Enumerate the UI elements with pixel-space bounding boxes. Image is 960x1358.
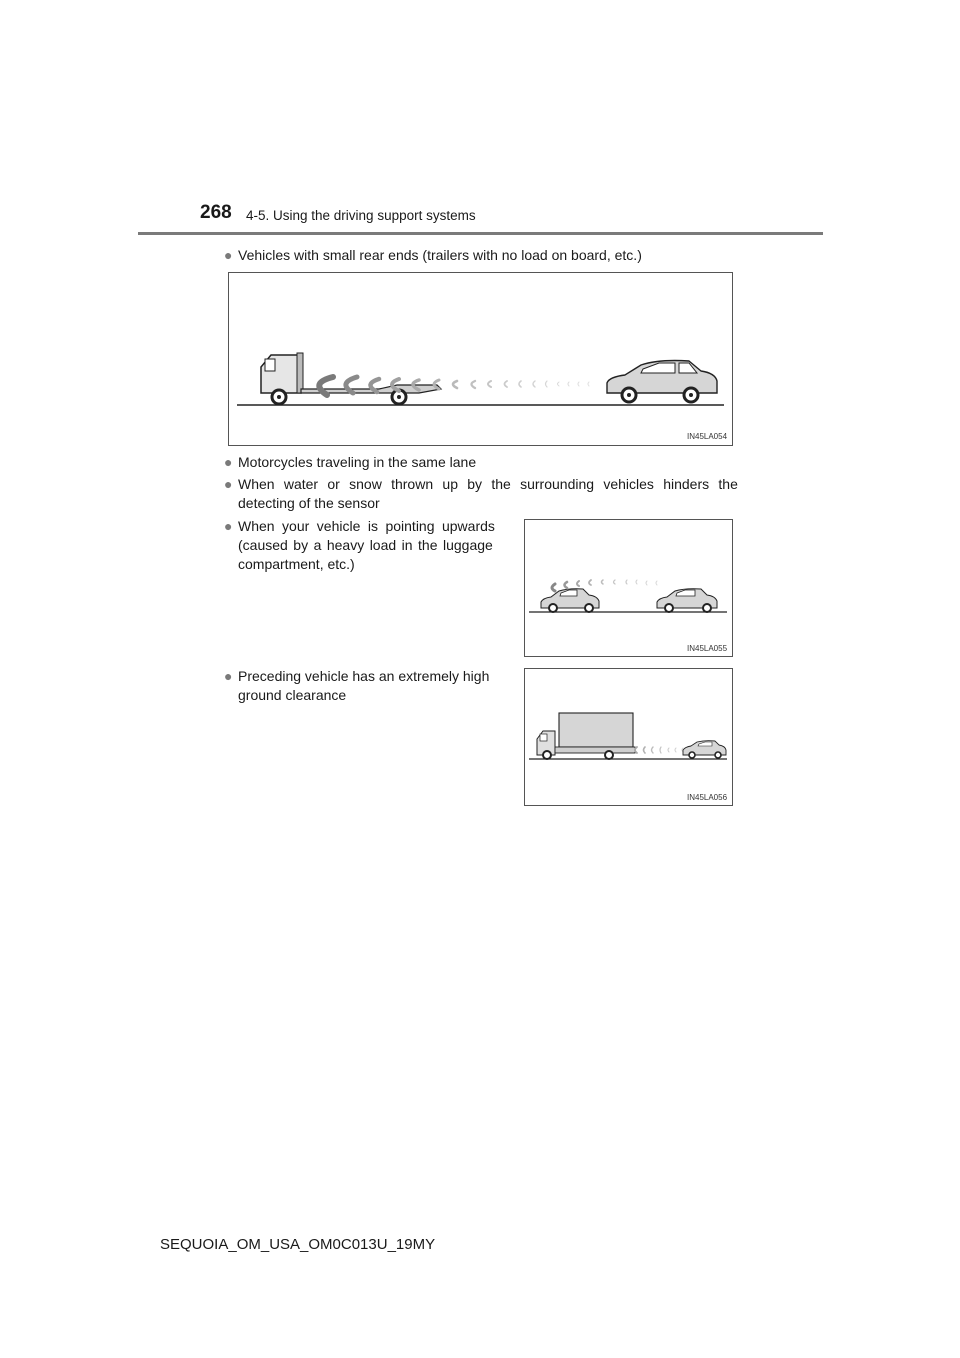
bullet-icon: ●	[224, 476, 233, 492]
bullet-icon: ●	[224, 668, 233, 684]
bullet-text-line2: ground clearance	[238, 687, 347, 703]
bullet-high-ground-clearance	[224, 667, 520, 707]
page-number: 268	[200, 202, 232, 223]
footer-document-code: SEQUOIA_OM_USA_OM0C013U_19MY	[160, 1236, 436, 1253]
trailer-scene-graphic	[229, 273, 732, 445]
figure-code: IN45LA054	[687, 432, 728, 441]
figure-code: IN45LA056	[687, 793, 728, 802]
bullet-water-snow	[224, 475, 750, 515]
bullet-icon: ●	[224, 518, 233, 534]
bullet-text: Vehicles with small rear ends (trailers with no load on board, etc.)	[238, 247, 642, 263]
bullet-text-line2: detecting of the sensor	[238, 495, 380, 511]
bullet-pointing-upwards	[224, 517, 520, 577]
figure-code: IN45LA055	[687, 644, 728, 653]
bullet-small-rear-ends	[224, 246, 744, 266]
bullet-icon: ●	[224, 247, 233, 263]
figure-trailer-illustration	[228, 272, 733, 446]
high-clearance-scene-graphic	[525, 669, 732, 805]
figure-pointing-upwards-illustration	[524, 519, 733, 657]
bullet-text: Motorcycles traveling in the same lane	[238, 454, 477, 470]
bullet-text-line2: (caused by a heavy load in the luggage	[238, 537, 493, 553]
bullet-motorcycles	[224, 453, 744, 473]
figure-high-clearance-illustration	[524, 668, 733, 806]
pointing-upwards-scene-graphic	[525, 520, 732, 656]
bullet-text-line1: Preceding vehicle has an extremely high	[238, 668, 490, 684]
bullet-text-line1: When water or snow thrown up by the surrounding vehicles hinders the	[238, 476, 738, 492]
section-title: 4-5. Using the driving support systems	[246, 208, 476, 223]
header-rule	[138, 232, 823, 235]
bullet-text-line1: When your vehicle is pointing upwards	[238, 518, 495, 534]
bullet-icon: ●	[224, 454, 233, 470]
bullet-text-line3: compartment, etc.)	[238, 556, 355, 572]
